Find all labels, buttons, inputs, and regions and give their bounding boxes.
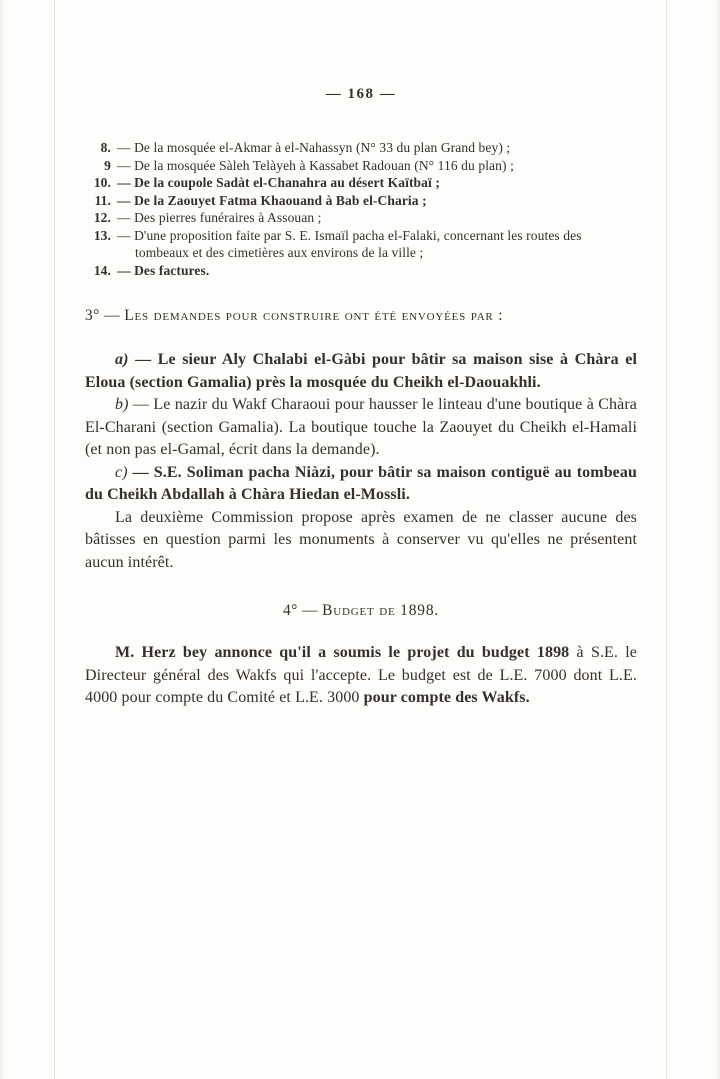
page-content bbox=[85, 86, 637, 710]
paragraph-text: — S.E. Soliman pacha Niàzi, pour bâtir sa maison contiguë au tombeau du Cheikh Abdallah à Chàra Hiedan el-Mossli. bbox=[85, 463, 637, 503]
list-item-number: 11. bbox=[94, 192, 111, 208]
paragraph-b bbox=[85, 394, 637, 462]
budget-tail: pour compte des Wakfs. bbox=[363, 689, 530, 706]
heading-title: Budget de 1898. bbox=[322, 602, 440, 619]
budget-lead: M. Herz bey annonce qu'il a soumis le projet du budget 1898 bbox=[115, 644, 570, 661]
left-scan-shade bbox=[0, 0, 6, 1079]
list-item bbox=[85, 174, 637, 192]
paragraph-lead: b) bbox=[115, 396, 129, 413]
heading-ordinal: 4° — bbox=[282, 602, 318, 619]
list-item-text: — D'une proposition faite par S. E. Ismaïl pacha el-Falaki, concernant les routes des tombeaux et des cimetières aux environs de la ville ; bbox=[117, 227, 582, 260]
right-page-edge bbox=[666, 0, 667, 1079]
list-item-number: 13. bbox=[93, 227, 111, 243]
right-scan-shade bbox=[714, 0, 720, 1079]
list-item-text: — Des pierres funéraires à Assouan ; bbox=[117, 210, 322, 225]
list-item-text: — Des factures. bbox=[117, 262, 210, 278]
list-item bbox=[85, 227, 637, 262]
paragraph-c bbox=[85, 462, 637, 507]
paragraph-text: — Le sieur Aly Chalabi el-Gàbi pour bâtir sa maison sise à Chàra el Eloua (section Gamalia) près la mosquée du Cheikh el-Daouakhli. bbox=[85, 351, 637, 391]
list-item-number: 10. bbox=[93, 175, 111, 190]
paragraph-commission: La deuxième Commission propose après examen de ne classer aucune des bâtisses en question parmi les monuments à conserver vu qu'elles ne présentent aucun intérêt. bbox=[85, 508, 637, 571]
list-item bbox=[85, 262, 637, 280]
paragraph-a bbox=[85, 349, 637, 394]
left-page-edge bbox=[54, 0, 55, 1079]
list-item bbox=[85, 192, 637, 210]
heading-title: Les demandes pour construire ont été envoyées par : bbox=[124, 307, 504, 324]
list-item-text: — De la mosquée el-Akmar à el-Nahassyn (N° 33 du plan Grand bey) ; bbox=[117, 140, 511, 155]
list-item-number: 8. bbox=[100, 140, 111, 155]
paragraph-text: — Le nazir du Wakf Charaoui pour hausser le linteau d'une boutique à Chàra El-Charani (section Gamalia). La boutique touche la Zaouyet du Cheikh el-Hamali (et non pas el-Gamal, écrit dans la demande). bbox=[85, 396, 637, 458]
heading-ordinal: 3° — bbox=[85, 307, 120, 324]
list-item bbox=[85, 139, 637, 157]
list-item-text: — De la mosquée Sàleh Telàyeh à Kassabet Radouan (N° 116 du plan) ; bbox=[117, 157, 514, 173]
budget-mid: à S.E. le Directeur général des Wakfs qui l'accepte. Le budget est de L.E. 7000 dont L.E. 4000 pour compte du Comité et L.E. 3000 bbox=[85, 644, 637, 706]
paragraph-budget bbox=[85, 642, 637, 710]
section-3-heading bbox=[85, 307, 637, 325]
list-item bbox=[85, 157, 637, 175]
paragraph-lead: a) bbox=[115, 351, 129, 368]
list-item-number: 9 bbox=[104, 157, 111, 173]
list-item-text: — De la Zaouyet Fatma Khaouand à Bab el-Charia ; bbox=[117, 192, 427, 208]
list-item-text: — De la coupole Sadàt el-Chanahra au désert Kaïtbaï ; bbox=[117, 175, 440, 190]
list-item-number: 14. bbox=[93, 262, 111, 278]
agenda-list bbox=[85, 139, 637, 279]
paragraph-lead: c) bbox=[115, 463, 128, 481]
list-item bbox=[85, 209, 637, 227]
section-4-heading bbox=[85, 602, 637, 620]
list-item-number: 12. bbox=[93, 210, 111, 225]
page-number: — 168 — bbox=[325, 86, 397, 102]
